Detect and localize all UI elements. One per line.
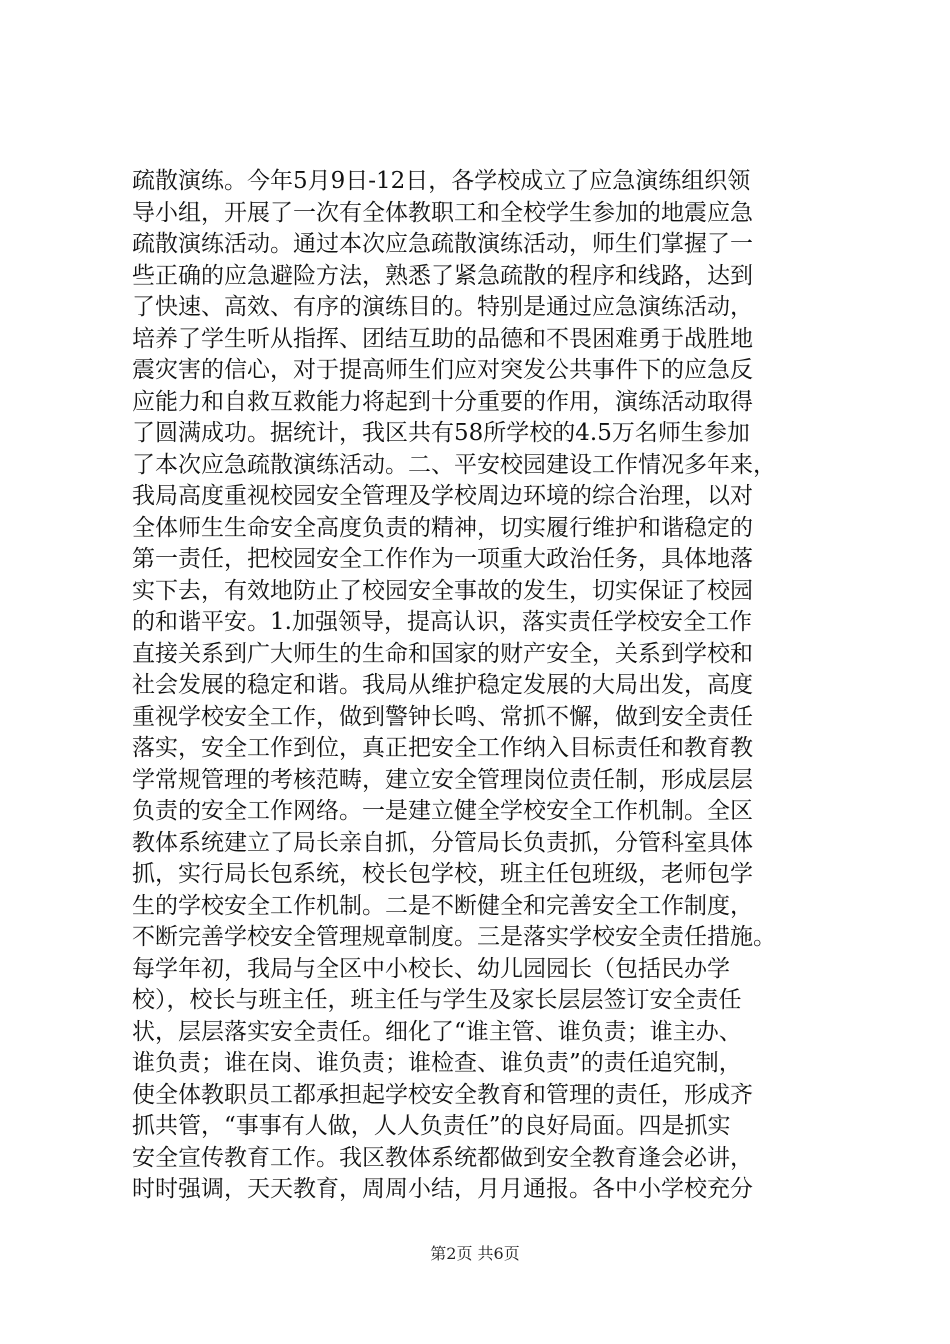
text-line: 谁负责；谁在岗、谁负责；谁检查、谁负责”的责任追究制， <box>132 1050 742 1076</box>
text-line: 重视学校安全工作，做到警钟长鸣、常抓不懈，做到安全责任 <box>132 703 753 730</box>
text-line: 了圆满成功。据统计，我区共有58所学校的4.5万名师生参加 <box>132 420 750 446</box>
text-line: 时时强调，天天教育，周周小结，月月通报。各中小学校充分 <box>132 1176 753 1202</box>
text-line: 了快速、高效、有序的演练目的。特别是通过应急演练活动， <box>132 294 753 320</box>
text-line: 负责的安全工作网络。一是建立健全学校安全工作机制。全区 <box>132 798 753 824</box>
text-line: 震灾害的信心，对于提高师生们应对突发公共事件下的应急反 <box>132 357 753 383</box>
text-line: 不断完善学校安全管理规章制度。三是落实学校安全责任措施。 <box>132 924 776 950</box>
text-line: 直接关系到广大师生的生命和国家的财产安全，关系到学校和 <box>132 640 753 667</box>
text-line: 了本次应急疏散演练活动。二、平安校园建设工作情况多年来， <box>132 451 776 478</box>
text-line: 教体系统建立了局长亲自抓，分管局长负责抓，分管科室具体 <box>132 829 753 856</box>
text-line: 疏散演练。今年5月9日-12日，各学校成立了应急演练组织领 <box>132 168 751 194</box>
text-line: 使全体教职员工都承担起学校安全教育和管理的责任，形成齐 <box>132 1081 753 1108</box>
text-line: 生的学校安全工作机制。二是不断健全和完善安全工作制度， <box>132 892 753 919</box>
text-line: 实下去，有效地防止了校园安全事故的发生，切实保证了校园 <box>132 577 753 604</box>
text-line: 学常规管理的考核范畴，建立安全管理岗位责任制，形成层层 <box>132 766 753 793</box>
text-line: 校），校长与班主任，班主任与学生及家长层层签订安全责任 <box>132 987 742 1013</box>
text-line: 抓共管，“事事有人做，人人负责任”的良好局面。四是抓实 <box>132 1113 731 1139</box>
text-line: 抓，实行局长包系统，校长包学校，班主任包班级，老师包学 <box>132 861 753 887</box>
text-line: 落实，安全工作到位，真正把安全工作纳入目标责任和教育教 <box>132 735 753 761</box>
text-line: 全体师生生命安全高度负责的精神，切实履行维护和谐稳定的 <box>132 514 753 541</box>
text-line: 的和谐平安。1.加强领导，提高认识，落实责任学校安全工作 <box>132 609 752 635</box>
text-line: 导小组，开展了一次有全体教职工和全校学生参加的地震应急 <box>132 199 753 226</box>
text-line: 第一责任，把校园安全工作作为一项重大政治任务，具体地落 <box>132 546 753 572</box>
body-text <box>132 166 832 1206</box>
text-line: 些正确的应急避险方法，熟悉了紧急疏散的程序和线路，达到 <box>132 262 753 289</box>
text-line: 应能力和自救互救能力将起到十分重要的作用，演练活动取得 <box>132 388 753 415</box>
text-line: 培养了学生听从指挥、团结互助的品德和不畏困难勇于战胜地 <box>132 325 753 352</box>
text-line: 每学年初，我局与全区中小校长、幼儿园园长（包括民办学 <box>132 955 730 982</box>
text-line: 状，层层落实安全责任。细化了“谁主管、谁负责；谁主办、 <box>132 1018 742 1045</box>
text-line: 安全宣传教育工作。我区教体系统都做到安全教育逢会必讲， <box>132 1144 753 1171</box>
page-footer: 第2页 共6页 <box>430 1244 520 1263</box>
text-line: 我局高度重视校园安全管理及学校周边环境的综合治理，以对 <box>132 483 753 509</box>
text-line: 社会发展的稳定和谐。我局从维护稳定发展的大局出发，高度 <box>132 672 753 698</box>
text-line: 疏散演练活动。通过本次应急疏散演练活动，师生们掌握了一 <box>132 231 753 257</box>
